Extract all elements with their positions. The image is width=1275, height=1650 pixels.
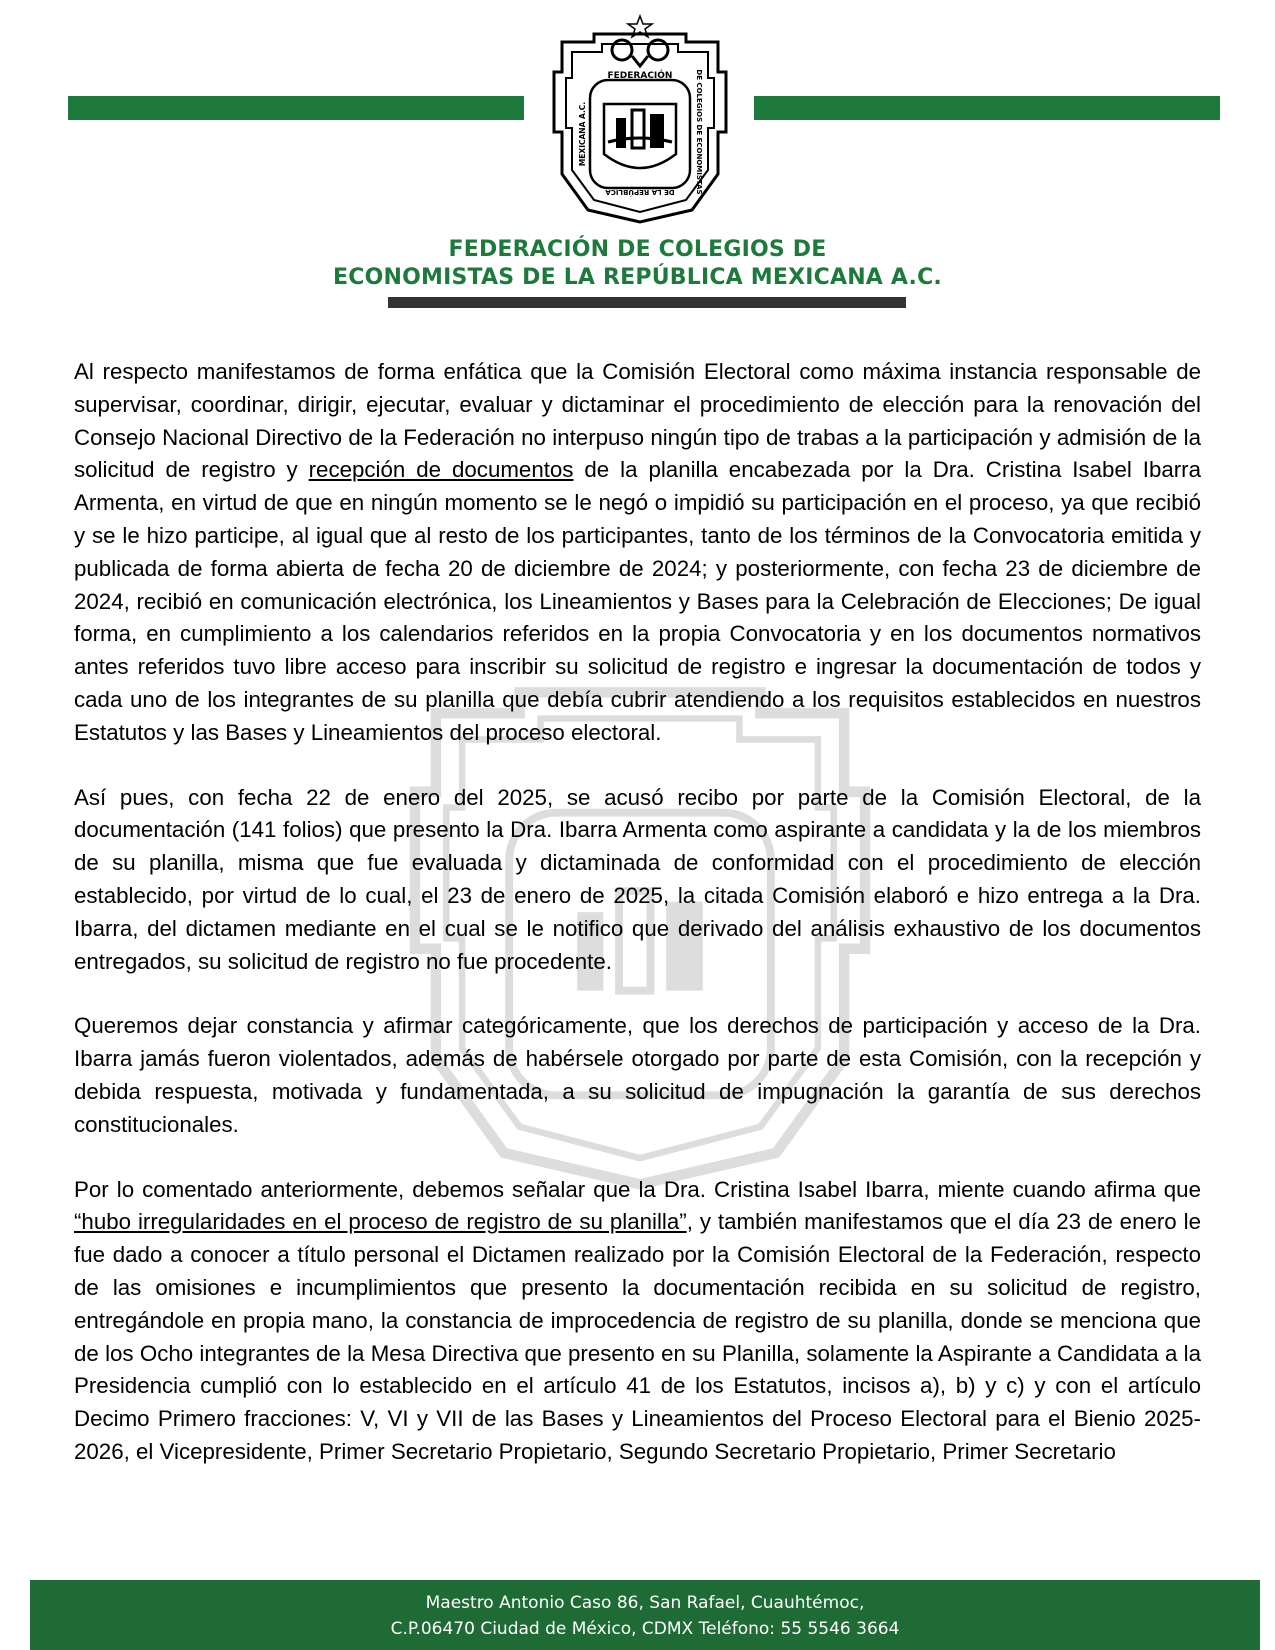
footer-contact: C.P.06470 Ciudad de México, CDMX Teléfono: 55 5546 3664 [390,1619,900,1639]
org-name-line1: FEDERACIÓN DE COLEGIOS DE [448,237,827,262]
paragraph-3: Queremos dejar constancia y afirmar categóricamente, que los derechos de participación y acceso de la Dra. Ibarra jamás fueron violentados, además de habérsele otorgado por parte de esta Comisión, con la recepción y debida respuesta, motivada y fundamentada, a su solicitud de impugnación la garantía de sus derechos constitucionales. [74,1013,1201,1137]
footer-address: Maestro Antonio Caso 86, San Rafael, Cuauhtémoc, [425,1593,865,1613]
paragraph-4-text-b: , y también manifestamos que el día 23 de enero le fue dado a conocer a título personal el Dictamen realizado por la Comisión Electoral de la Federación, respecto de las omisiones e incumplimientos que presento la documentación recibida en su solicitud de registro, entregándole en propia mano, la constancia de improcedencia de registro de su planilla, donde se menciona que de los Ocho integrantes de la Mesa Directiva que presento en su Planilla, solamente la Aspirante a Candidata a la Presidencia cumplió con lo establecido en el artículo 41 de los Estatutos, incisos a), b) y c) y con el artículo Decimo Primero fracciones: V, VI y VII de las Bases y Lineamientos del Proceso Electoral para el Bienio 2025-2026, el Vicepresidente, Primer Secretario Propietario, Segundo Secretario Propietario, Primer Secretario [74,1209,1201,1464]
letter-body [74,356,1201,1501]
federation-seal-logo [542,14,738,228]
seal-text-left: MEXICANA A.C. [578,101,587,167]
paragraph-1-text-b: de la planilla encabezada por la Dra. Cristina Isabel Ibarra Armenta, en virtud de que en ningún momento se le negó o impidió su participación en el proceso, ya que recibió y se le hizo participe, al igual que al resto de los participantes, tanto de los términos de la Convocatoria emitida y publicada de forma abierta de fecha 20 de diciembre de 2024; y posteriormente, con fecha 23 de diciembre de 2024, recibió en comunicación electrónica, los Lineamientos y Bases para la Celebración de Elecciones; De igual forma, en cumplimiento a los calendarios referidos en la propia Convocatoria y en los documentos normativos antes referidos tuvo libre acceso para inscribir su solicitud de registro e ingresar la documentación de todos y cada uno de los integrantes de su planilla que debía cubrir atendiendo a los requisitos establecidos en nuestros Estatutos y las Bases y Lineamientos del proceso electoral. [74,457,1201,745]
header-green-bar-right [754,96,1220,120]
paragraph-4 [74,1174,1201,1469]
seal-text-right: DE COLEGIOS DE ECONOMISTAS [695,69,703,195]
paragraph-4-text-a: Por lo comentado anteriormente, debemos señalar que la Dra. Cristina Isabel Ibarra, miente cuando afirma que [74,1176,1201,1202]
seal-text-top: FEDERACIÓN [607,71,673,81]
paragraph-4-underlined-quote: “hubo irregularidades en el proceso de registro de su planilla” [74,1209,687,1235]
org-name-line2: ECONOMISTAS DE LA REPÚBLICA MEXICANA A.C. [333,265,942,290]
header-green-bar-left [68,96,524,120]
paragraph-2: Así pues, con fecha 22 de enero del 2025, se acusó recibo por parte de la Comisión Electoral, de la documentación (141 folios) que presento la Dra. Ibarra Armenta como aspirante a candidata y la de los miembros de su planilla, misma que fue evaluada y dictaminada de conformidad con el procedimiento de elección establecido, por virtud de lo cual, el 23 de enero de 2025, la citada Comisión elaboró e hizo entrega a la Dra. Ibarra, del dictamen mediante en el cual se le notifico que derivado del análisis exhaustivo de los documentos entregados, su solicitud de registro no fue procedente. [74,784,1201,974]
paragraph-1-underlined: recepción de documentos [308,457,574,483]
footer-bar [30,1580,1260,1650]
header-dark-bar [388,297,906,308]
seal-text-bottom: DE LA REPÚBLICA [605,188,675,196]
paragraph-1 [74,356,1201,750]
paragraph-1-text-a: Al respecto manifestamos de forma enfática que la Comisión Electoral como máxima instancia responsable de supervisar, coordinar, dirigir, ejecutar, evaluar y dictaminar el procedimiento de elección para la renovación del Consejo Nacional Directivo de la Federación no interpuso ningún tipo de trabas a la participación y admisión de la solicitud de registro y [74,359,1201,483]
